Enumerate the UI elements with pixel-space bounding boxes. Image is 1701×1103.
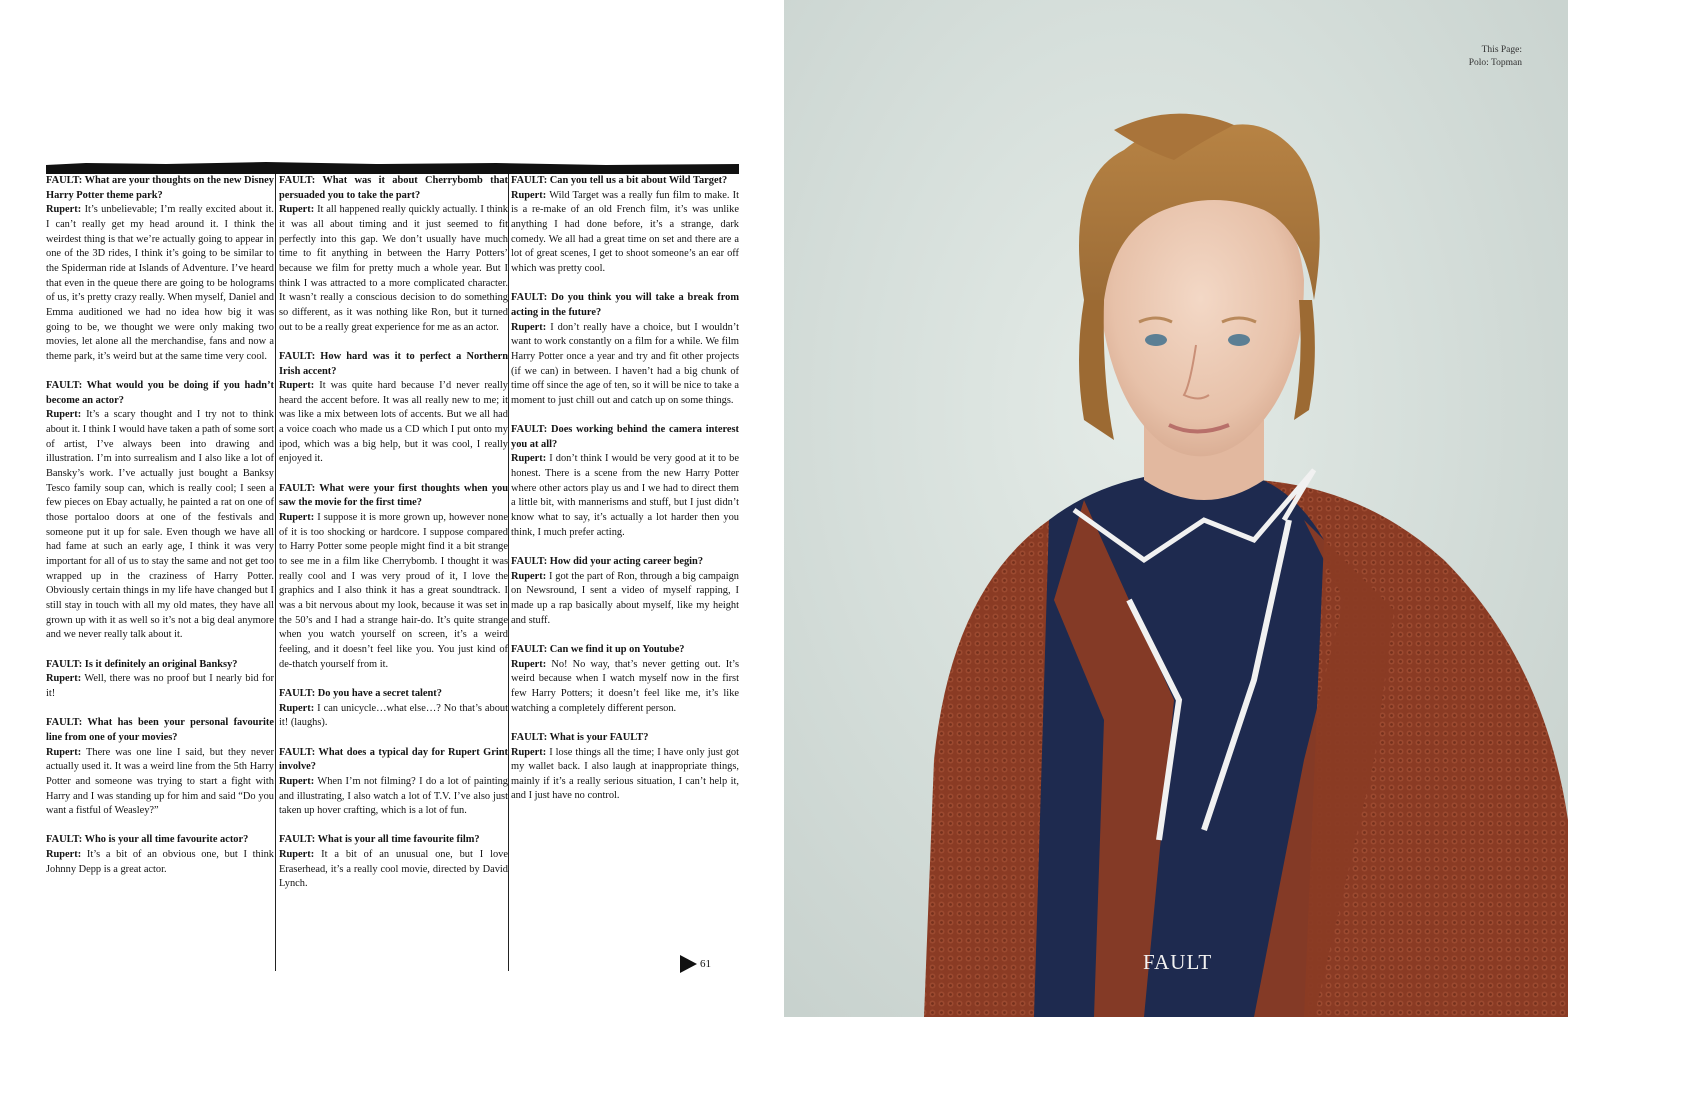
speaker-label: Rupert: <box>511 746 547 758</box>
answer-text: It a bit of an unusual one, but I love Eraserhead, it’s a really cool movie, directed by David Lynch. <box>279 849 508 890</box>
interview-answer <box>46 746 274 819</box>
speaker-label: Rupert: <box>46 204 82 216</box>
interview-qa-block <box>46 658 274 702</box>
interview-question: FAULT: Can we find it up on Youtube? <box>511 643 685 655</box>
speaker-label: Rupert: <box>46 409 82 421</box>
interview-answer <box>279 775 508 819</box>
speaker-label: Rupert: <box>279 775 315 787</box>
answer-text: I don’t really have a choice, but I wouldn’t want to work constantly on a film for a while. We film Harry Potter once a year and try and fit other projects (if we can) in between. I haven’t had a big chunk of time off since the age of ten, so it will be nice to take a moment to just chill out and catch up on some things. <box>511 321 739 406</box>
interview-qa-block <box>511 731 739 804</box>
column-divider <box>275 174 276 971</box>
speaker-label: Rupert: <box>279 204 315 216</box>
interview-question: FAULT: Does working behind the camera interest you at all? <box>511 424 739 450</box>
answer-text: It’s a scary thought and I try not to think about it. I think I would have taken a path of some sort of artist, I’ve always been into drawing and illustration. I’m into surrealism and I also like a lot of Bansky’s work. I’ve actually just bought a Banksy Tesco family soup can, which is really cool; I seen a few pieces on Ebay actually, he painted a rat on one of those portaloo doors at one of the festivals and someone put it up for sale. Even though we have all had fame at such an early age, I think it was very important for all of us to stay the same and not get too wrapped up in the craziness of Harry Potter. Obviously certain things in my life have changed but I still stay in touch with all my old mates, they have all grown up with it as well so it’s not a big deal anymore and we never really talk about it. <box>46 409 274 641</box>
interview-answer <box>46 203 274 364</box>
interview-answer <box>511 189 739 277</box>
answer-text: No! No way, that’s never getting out. It’s weird because when I watch myself now in the first few Harry Potters; it doesn’t feel like me, it’s like watching a completely different person. <box>511 658 739 714</box>
answer-text: It was quite hard because I’d never really heard the accent before. It was all really new to me; it was like a mix between lots of accents. But we all had a voice coach who made us a CD which I put onto my ipod, which was a big help, but it was cool, I really enjoyed it. <box>279 380 508 465</box>
speaker-label: Rupert: <box>511 189 547 201</box>
interview-qa-block <box>279 350 508 467</box>
interview-qa-block <box>279 833 508 892</box>
interview-question: FAULT: What is your FAULT? <box>511 731 649 743</box>
speaker-label: Rupert: <box>279 512 315 524</box>
answer-text: It’s unbelievable; I’m really excited about it. I can’t really get my head around it. I think the weirdest thing is that we’re actually going to appear in one of the 3D rides, I think it’s going to be similar to the Spiderman ride at Islands of Adventure. I’ve heard that even in the queue there are going to be holograms of us, it’s pretty crazy really. When myself, Daniel and Emma auditioned we had no idea how big it was going to be, we thought we were only making two movies, let alone all the merchandise, fans and now a theme park, it’s weird but at the same time very cool. <box>46 204 274 362</box>
interview-question: FAULT: Do you have a secret talent? <box>279 687 442 699</box>
answer-text: It’s a bit of an obvious one, but I think Johnny Depp is a great actor. <box>46 849 274 875</box>
speaker-label: Rupert: <box>279 380 315 392</box>
photo-credit-line: This Page: <box>1481 45 1522 55</box>
speaker-label: Rupert: <box>46 673 82 685</box>
brush-stroke-rule <box>46 160 739 174</box>
fault-brand-mark: FAULT <box>1143 950 1213 974</box>
speaker-label: Rupert: <box>511 658 547 670</box>
interview-answer <box>46 672 274 701</box>
speaker-label: Rupert: <box>279 702 315 714</box>
speaker-label: Rupert: <box>46 849 82 861</box>
interview-qa-block <box>46 174 274 365</box>
answer-text: I lose things all the time; I have only just got my wallet back. I also laugh at inappropriate things, mainly if it’s a really serious situation, I can’t help it, and I just have no control. <box>511 746 739 802</box>
arrow-right-icon <box>680 955 697 973</box>
portrait-photo-page <box>784 0 1568 1017</box>
photo-credit-line: Polo: Topman <box>1468 57 1522 68</box>
interview-question: FAULT: How did your acting career begin? <box>511 556 704 568</box>
interview-qa-block <box>511 423 739 540</box>
interview-question: FAULT: What has been your personal favourite line from one of your movies? <box>46 717 274 743</box>
speaker-label: Rupert: <box>46 746 82 758</box>
interview-question: FAULT: What would you be doing if you hadn’t become an actor? <box>46 380 274 406</box>
interview-qa-block <box>511 291 739 408</box>
page-number: 61 <box>700 958 711 970</box>
interview-answer <box>46 848 274 877</box>
interview-answer <box>279 511 508 672</box>
interview-qa-block <box>46 833 274 877</box>
interview-question: FAULT: What is your all time favourite film? <box>279 834 480 846</box>
interview-question: FAULT: What was it about Cherrybomb that persuaded you to take the part? <box>279 175 508 201</box>
interview-question: FAULT: Who is your all time favourite actor? <box>46 834 249 846</box>
portrait-photo <box>784 0 1568 1017</box>
answer-text: When I’m not filming? I do a lot of painting and illustrating, I also watch a lot of T.V. I’ve also just taken up hover crafting, which is a lot of fun. <box>279 775 508 817</box>
speaker-label: Rupert: <box>279 849 315 861</box>
interview-qa-block <box>279 746 508 819</box>
interview-answer <box>279 848 508 892</box>
interview-answer <box>279 702 508 731</box>
interview-answer <box>511 321 739 409</box>
interview-column-1 <box>46 174 274 971</box>
page-number-marker <box>680 954 711 974</box>
interview-answer <box>511 746 739 805</box>
interview-qa-block <box>46 716 274 819</box>
interview-qa-block <box>46 379 274 643</box>
speaker-label: Rupert: <box>511 453 547 465</box>
answer-text: I can unicycle…what else…? No that’s about it! (laughs). <box>279 702 508 729</box>
answer-text: Well, there was no proof but I nearly bid for it! <box>46 673 274 699</box>
interview-qa-block <box>511 174 739 277</box>
interview-qa-block <box>279 174 508 335</box>
interview-question: FAULT: Can you tell us a bit about Wild Target? <box>511 175 728 186</box>
interview-qa-block <box>511 555 739 628</box>
answer-text: I don’t think I would be very good at it to be honest. There is a scene from the new Harry Potter where other actors play us and I we had to direct them a little bit, with mannerisms and stuff, but I just didn’t know what to say, it’s actually a lot harder then you think, I much prefer acting. <box>511 453 739 538</box>
interview-answer <box>511 658 739 717</box>
interview-question: FAULT: What were your first thoughts when you saw the movie for the first time? <box>279 482 508 509</box>
interview-answer <box>511 452 739 540</box>
interview-answer <box>511 570 739 629</box>
interview-column-3 <box>511 174 739 971</box>
interview-qa-block <box>511 643 739 716</box>
interview-answer <box>279 203 508 335</box>
interview-column-2 <box>279 174 508 971</box>
interview-qa-block <box>279 482 508 673</box>
interview-answer <box>279 379 508 467</box>
interview-qa-block <box>279 687 508 731</box>
speaker-label: Rupert: <box>511 570 547 582</box>
interview-text-page <box>0 0 784 1017</box>
interview-question: FAULT: What are your thoughts on the new Disney Harry Potter theme park? <box>46 175 274 201</box>
interview-question: FAULT: Is it definitely an original Banksy? <box>46 658 238 670</box>
answer-text: I suppose it is more grown up, however none of it is too shocking or hardcore. I suppose compared to Harry Potter some people might find it a bit strange to see me in a film like Cherrybomb. I thought it was really cool and I was very proud of it, I love the graphics and I also think it has a great soundtrack. I was a bit nervous about my look, because it was set in the 50’s and I had a strange hair-do. It’s quite strange when you watch yourself on screen, it’s a weird feeling, and it doesn’t feel like you. You just kind of de-thatch yourself from it. <box>279 512 508 670</box>
interview-question: FAULT: What does a typical day for Rupert Grint involve? <box>279 746 508 773</box>
photo-credit <box>1469 44 1522 69</box>
answer-text: I got the part of Ron, through a big campaign on Newsround, I sent a video of myself rapping, I made up a rap basically about myself, like my height and stuff. <box>511 570 739 626</box>
answer-text: Wild Target was a really fun film to make. It is a re-make of an old French film, it’s was unlike anything I had done before, it’s a strange, dark comedy. We all had a great time on set and there are a lot of great scenes, I get to shoot someone’s an ear off which was pretty cool. <box>511 189 739 274</box>
interview-question: FAULT: How hard was it to perfect a Northern Irish accent? <box>279 350 508 377</box>
column-divider <box>508 174 509 971</box>
speaker-label: Rupert: <box>511 321 547 333</box>
interview-answer <box>46 408 274 643</box>
answer-text: There was one line I said, but they never actually used it. It was a weird line from the 5th Harry Potter and someone was trying to start a fight with Harry and I was standing up for him and said “Do you want a fistful of Weasley?” <box>46 746 274 817</box>
interview-columns <box>46 174 739 974</box>
answer-text: It all happened really quickly actually. I think it was all about timing and it just seemed to fit perfectly into this gap. We don’t usually have much time to fit anything in between the Harry Potters’ because we film for pretty much a whole year. But I think I was attracted to a more complicated character. It wasn’t really a conscious decision to do something so different, as it was nothing like Ron, but it turned out to be a really great experience for me as an actor. <box>279 204 508 333</box>
interview-question: FAULT: Do you think you will take a break from acting in the future? <box>511 292 739 318</box>
